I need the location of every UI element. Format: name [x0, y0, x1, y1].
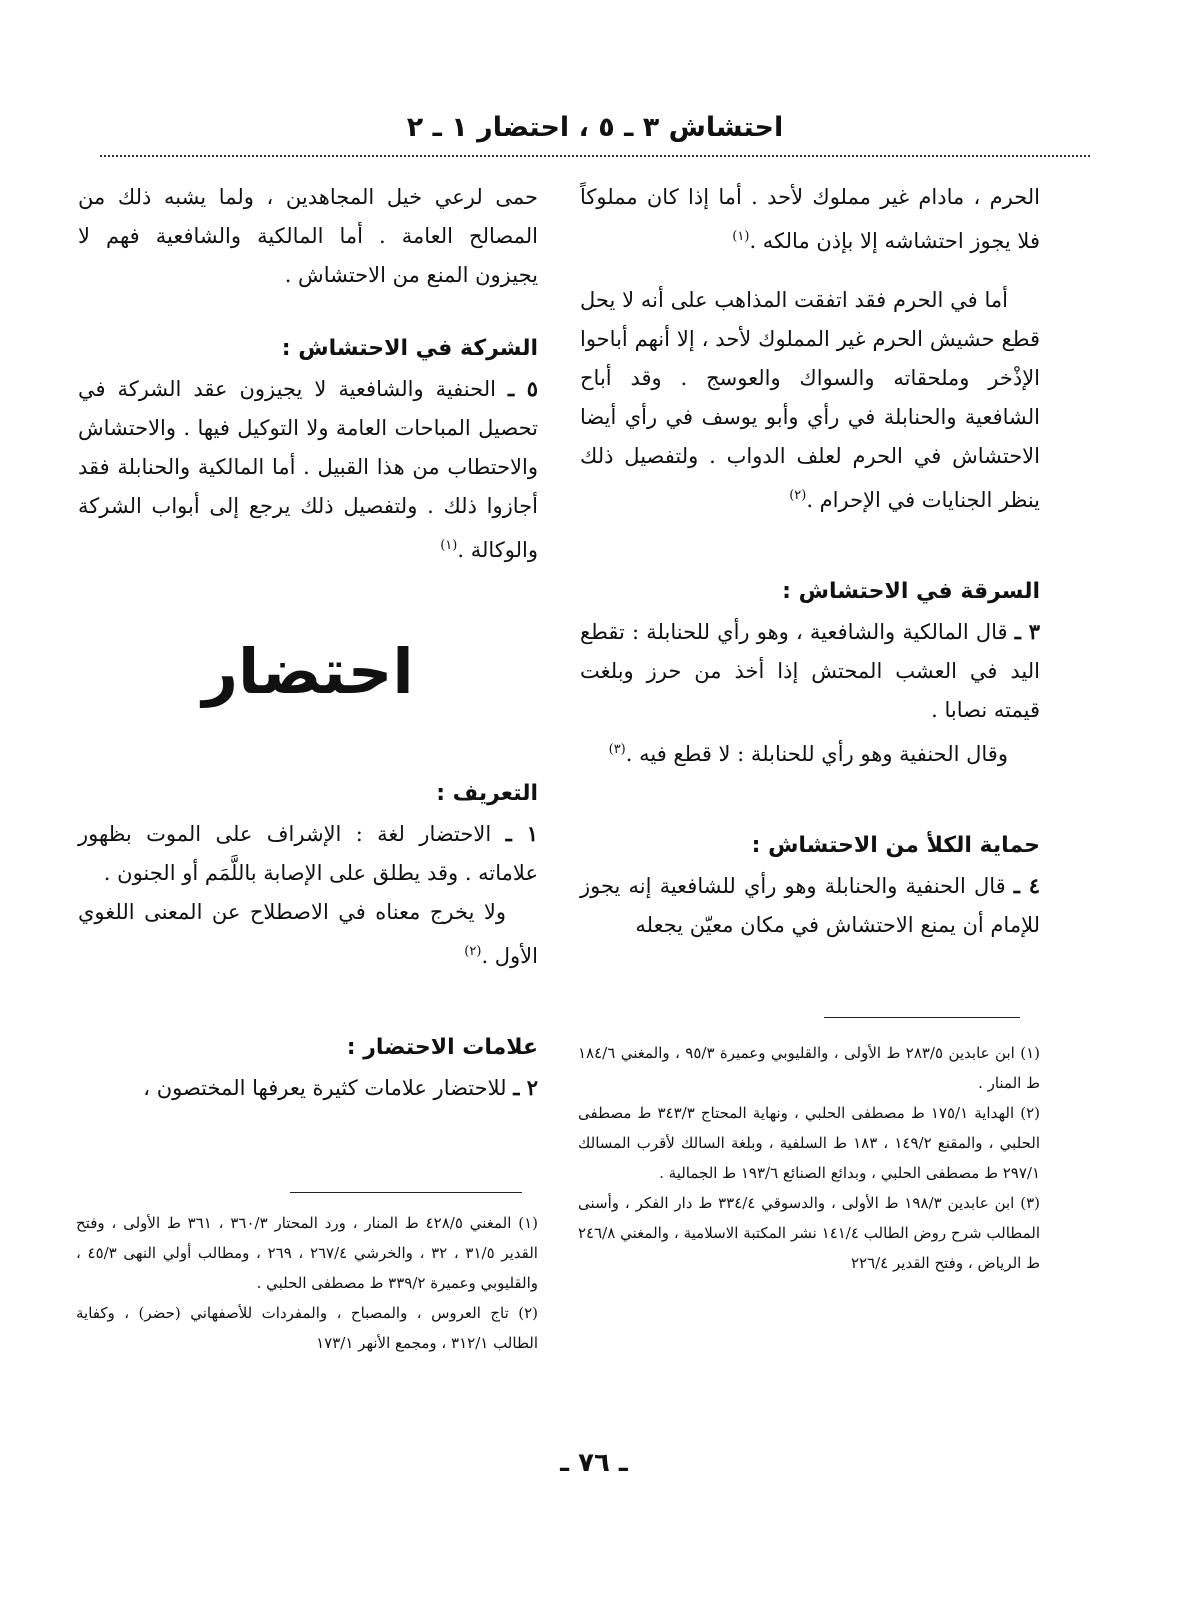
right-footnotes	[578, 1038, 1040, 1278]
paragraph: ٢ ـ للاحتضار علامات كثيرة يعرفها المختصون ،	[143, 1075, 538, 1100]
footnote-ref[interactable]: (٢)	[464, 944, 482, 959]
footnote: (١) المغني ٤٢٨/٥ ط المنار ، ورد المحتار ٣٦٠/٣ ، ٣٦١ ط الأولى ، وفتح القدير ٣١/٥ ، ٣٢ ، والخرشي ٢٦٧/٤ ، ٢٦٩ ، ومطالب أولي النهى ٤٥/٣ ، والقليوبي وعميرة ٣٣٩/٢ ط مصطفى الحلبي .	[76, 1214, 538, 1292]
running-header: احتشاش ٣ ـ ٥ ، احتضار ١ ـ ٢	[406, 112, 784, 143]
paragraph: ولا يخرج معناه في الاصطلاح عن المعنى اللغوي الأول .$^{(٢)}$	[78, 900, 538, 968]
section-heading: السرقة في الاحتشاش :	[782, 579, 1040, 604]
paragraph-number: ٥ ـ	[507, 376, 538, 401]
header-dotted-rule	[100, 155, 1090, 157]
footnote: (٣) ابن عابدين ١٩٨/٣ ط الأولى ، والدسوقي ٣٣٤/٤ ط دار الفكر ، وأسنى المطالب شرح روض الطالب ١٤١/٤ نشر المكتبة الاسلامية ، والمغني ٢٤٦/٨ ط الرياض ، وفتح القدير ٢٢٦/٤	[578, 1194, 1040, 1272]
paragraph: حمى لرعي خيل المجاهدين ، ولما يشبه ذلك من المصالح العامة . أما المالكية والشافعية فهم لا يجيزون المنع من الاحتشاش .	[78, 185, 538, 287]
page-number: ـ ٧٦ ـ	[560, 1448, 628, 1478]
section-heading: علامات الاحتضار :	[346, 1035, 538, 1060]
paragraph-number: ١ ـ	[505, 821, 538, 846]
paragraph: الحرم ، مادام غير مملوك لأحد . أما إذا كان مملوكاً فلا يجوز احتشاشه إلا بإذن مالكه .$^{(١)}$	[580, 185, 1040, 253]
section-heading: الشركة في الاحتشاش :	[281, 336, 538, 361]
footnote: (١) ابن عابدين ٢٨٣/٥ ط الأولى ، والقليوبي وعميرة ٩٥/٣ ، والمغني ١٨٤/٦ ط المنار .	[578, 1044, 1040, 1092]
footnote-rule	[290, 1192, 522, 1193]
left-column	[78, 178, 538, 1108]
section-heading: التعريف :	[436, 781, 538, 806]
footnote-rule	[824, 1017, 1020, 1018]
paragraph: وقال الحنفية وهو رأي للحنابلة : لا قطع فيه .$^{(٣)}$	[608, 742, 1008, 766]
paragraph-number: ٤ ـ	[1013, 873, 1040, 898]
footnote-ref[interactable]: (١)	[440, 538, 458, 553]
entry-title: احتضار	[202, 635, 414, 708]
paragraph: أما في الحرم فقد اتفقت المذاهب على أنه لا يحل قطع حشيش الحرم غير المملوك لأحد ، إلا أنهم أباحوا الإذْخر وملحقاته والسواك والعوسج . وقد أباح الشافعية والحنابلة في رأي وأبو يوسف في رأي أيضا الاحتشاش في الحرم لعلف الدواب . ولتفصيل ذلك ينظر الجنايات في الإحرام .$^{(٢)}$	[580, 288, 1040, 512]
footnote: (٢) الهداية ١٧٥/١ ط مصطفى الحلبي ، ونهاية المحتاج ٣٤٣/٣ ط مصطفى الحلبي ، والمقنع ١٤٩/٢ ، ١٨٣ ط السلفية ، وبلغة السالك لأقرب المسالك ٢٩٧/١ ط مصطفى الحلبي ، وبدائع الصنائع ١٩٣/٦ ط الجمالية .	[578, 1104, 1040, 1182]
footnote-ref[interactable]: (١)	[732, 229, 750, 244]
paragraph-number: ٢ ـ	[513, 1075, 538, 1100]
paragraph: ١ ـ الاحتضار لغة : الإشراف على الموت بظهور علاماته . وقد يطلق على الإصابة باللَّمَم أو الجنون .	[78, 821, 538, 885]
paragraph: ٤ ـ قال الحنفية والحنابلة وهو رأي للشافعية إنه يجوز للإمام أن يمنع الاحتشاش في مكان معيّن يجعله	[580, 873, 1040, 937]
paragraph: ٥ ـ الحنفية والشافعية لا يجيزون عقد الشركة في تحصيل المباحات العامة ولا التوكيل فيها . والاحتشاش والاحتطاب من هذا القبيل . أما المالكية والحنابلة فقد أجازوا ذلك . ولتفصيل ذلك يرجع إلى أبواب الشركة والوكالة .$^{(١)}$	[78, 376, 538, 562]
footnote-ref[interactable]: (٣)	[608, 742, 626, 757]
footnote: (٢) تاج العروس ، والمصباح ، والمفردات للأصفهاني (حضر) ، وكفاية الطالب ٣١٢/١ ، ومجمع الأنهر ١٧٣/١	[76, 1304, 538, 1352]
footnote-ref[interactable]: (٢)	[789, 488, 807, 503]
section-heading: حماية الكلأ من الاحتشاش :	[751, 833, 1040, 858]
right-column	[580, 178, 1040, 945]
paragraph-number: ٣ ـ	[1014, 619, 1040, 644]
paragraph: ٣ ـ قال المالكية والشافعية ، وهو رأي للحنابلة : تقطع اليد في العشب المحتش إذا أخذ من حرز وبلغت قيمته نصابا .	[580, 619, 1040, 722]
left-footnotes	[76, 1208, 538, 1358]
